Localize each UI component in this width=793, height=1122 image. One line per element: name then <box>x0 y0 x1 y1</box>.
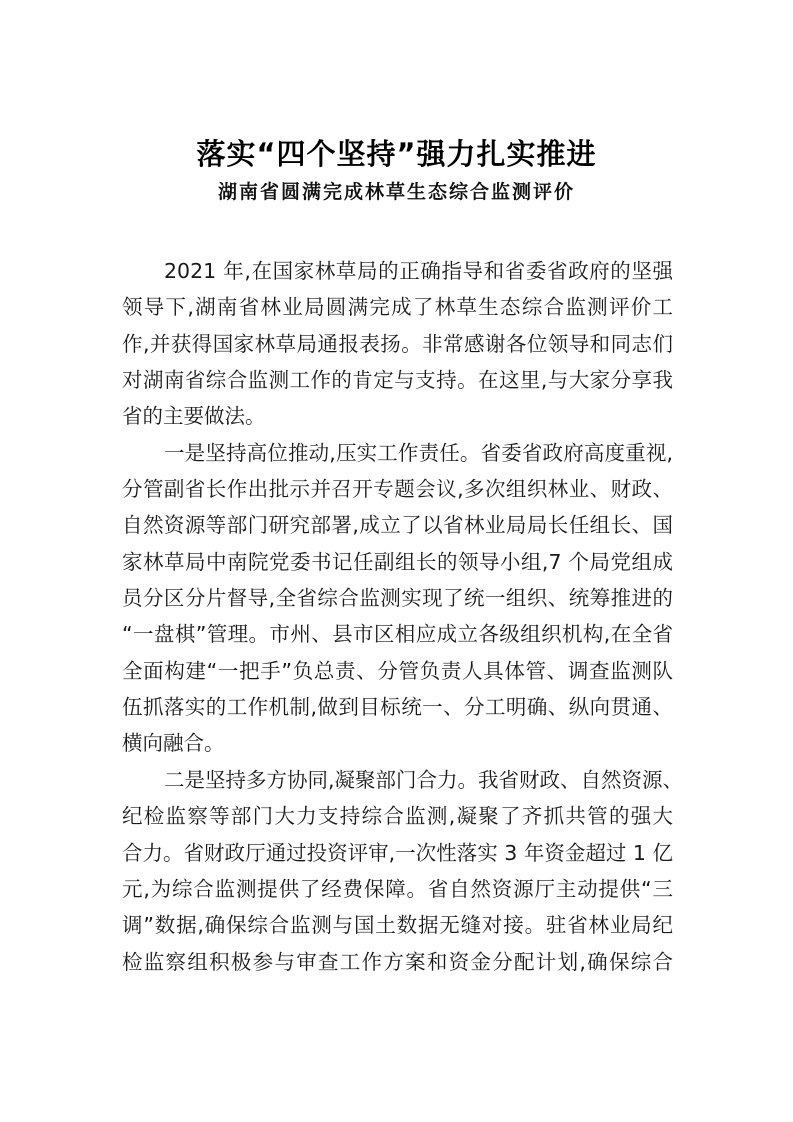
paragraph-intro <box>122 253 673 435</box>
text-line: 一是坚持高位推动,压实工作责任。省委省政府高度重视, <box>164 440 673 465</box>
text-line: 二是坚持多方协同,凝聚部门合力。我省财政、自然资源、 <box>164 767 684 792</box>
text-line: 员分区分片督导,全省综合监测实现了统一组织、统筹推进的 <box>122 586 673 611</box>
text-line: 自然资源等部门研究部署,成立了以省林业局局长任组长、国 <box>122 513 673 538</box>
text-line: 2021 年,在国家林草局的正确指导和省委省政府的坚强 <box>164 259 673 283</box>
text-line: 对湖南省综合监测工作的肯定与支持。在这里,与大家分享我 <box>122 368 673 393</box>
text-line: 调”数据,确保综合监测与国土数据无缝对接。驻省林业局纪 <box>122 913 673 938</box>
text-line: 领导下,湖南省林业局圆满完成了林草生态综合监测评价工 <box>122 295 673 320</box>
text-line: “一盘棋”管理。市州、县市区相应成立各级组织机构,在全省 <box>122 622 673 647</box>
text-line: 省的主要做法。 <box>122 404 266 429</box>
text-line: 全面构建“一把手”负总责、分管负责人具体管、调查监测队 <box>122 658 673 683</box>
text-line: 纪检监察等部门大力支持综合监测,凝聚了齐抓共管的强大 <box>122 804 673 829</box>
text-line: 检监察组积极参与审查工作方案和资金分配计划,确保综合 <box>122 949 673 974</box>
document-title: 落实“四个坚持”强力扎实推进 <box>196 137 597 171</box>
document-body <box>122 253 684 980</box>
text-line: 分管副省长作出批示并召开专题会议,多次组织林业、财政、 <box>122 477 673 502</box>
text-line: 家林草局中南院党委书记任副组长的领导小组,7 个局党组成 <box>122 549 673 574</box>
text-line: 横向融合。 <box>122 731 225 756</box>
text-line: 伍抓落实的工作机制,做到目标统一、分工明确、纵向贯通、 <box>122 695 673 720</box>
paragraph-point-two <box>122 762 684 980</box>
text-line: 作,并获得国家林草局通报表扬。非常感谢各位领导和同志们 <box>122 331 673 356</box>
paragraph-point-one <box>122 435 673 762</box>
document-subtitle: 湖南省圆满完成林草生态综合监测评价 <box>217 181 575 203</box>
text-line: 元,为综合监测提供了经费保障。省自然资源厅主动提供“三 <box>122 876 673 901</box>
text-line: 合力。省财政厅通过投资评审,一次性落实 3 年资金超过 1 亿 <box>122 840 673 865</box>
